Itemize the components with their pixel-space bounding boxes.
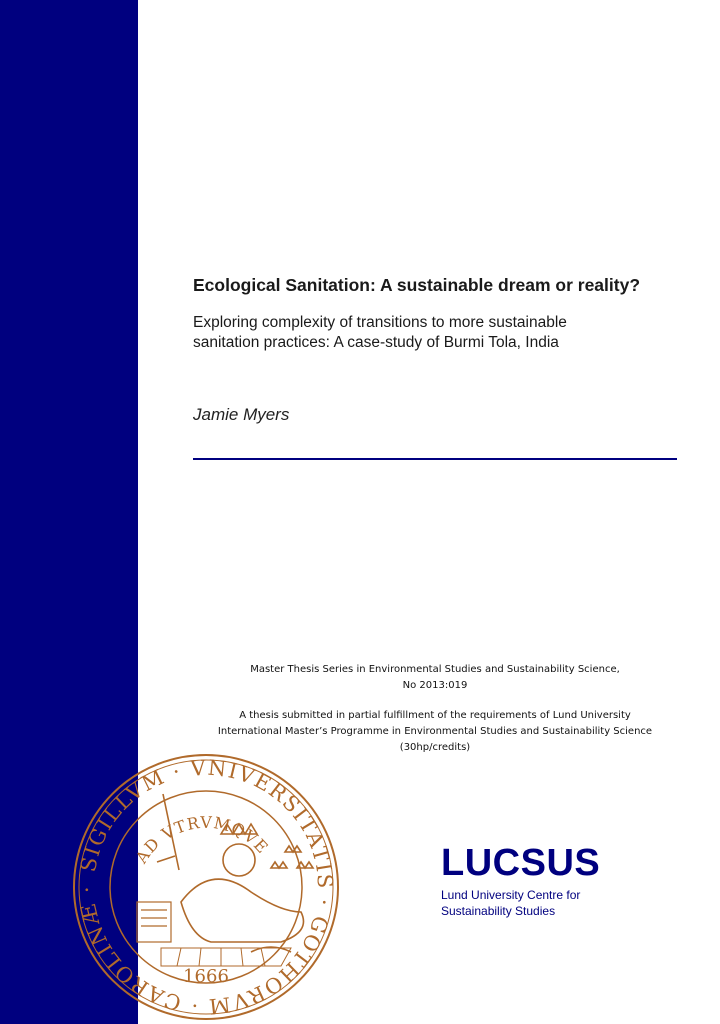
title-divider bbox=[193, 458, 677, 460]
seal-inner-text: AD VTRVMQVE bbox=[131, 812, 273, 867]
submission-line: A thesis submitted in partial fulfillment of the requirements of Lund University bbox=[239, 710, 631, 721]
university-seal bbox=[71, 752, 341, 1022]
subtitle-line: Exploring complexity of transitions to more sustainable bbox=[193, 314, 567, 331]
book-icon bbox=[137, 902, 171, 942]
submission-line: International Master’s Programme in Environmental Studies and Sustainability Science bbox=[217, 726, 653, 737]
lucsus-full-line: Sustainability Studies bbox=[441, 904, 556, 918]
series-number: No 2013:019 bbox=[402, 680, 468, 691]
thesis-title: Ecological Sanitation: A sustainable dream or reality? bbox=[193, 275, 641, 295]
seal-year: 1666 bbox=[183, 966, 229, 987]
seal-outer-text: SIGILLVM · VNIVERSITATIS · GOTHORVM · CAROLINÆ · bbox=[74, 755, 338, 1019]
submission-statement bbox=[200, 708, 670, 756]
thesis-subtitle bbox=[193, 313, 663, 353]
lucsus-full-line: Lund University Centre for bbox=[441, 888, 581, 902]
lucsus-logo: LUCSUS bbox=[441, 842, 601, 884]
subtitle-line: sanitation practices: A case-study of Burmi Tola, India bbox=[193, 334, 559, 351]
author-name: Jamie Myers bbox=[193, 405, 290, 424]
series-info bbox=[200, 662, 670, 694]
lucsus-full-name bbox=[441, 887, 641, 919]
series-line: Master Thesis Series in Environmental Studies and Sustainability Science, bbox=[250, 664, 620, 675]
credits-line: (30hp/credits) bbox=[399, 742, 471, 753]
svg-text:AD VTRVMQVE bbox=[131, 813, 272, 867]
